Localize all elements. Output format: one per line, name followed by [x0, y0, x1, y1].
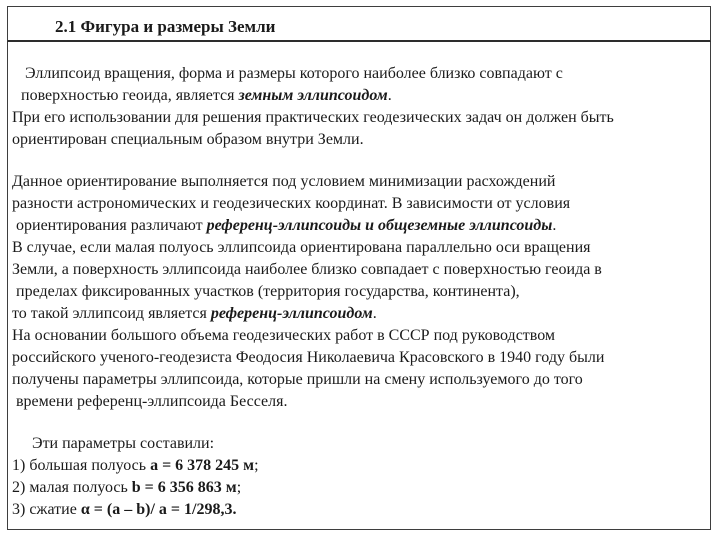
text: .	[387, 87, 392, 104]
text: Эллипсоид вращения, форма и размеры которого наиболее близко совпадают с	[25, 65, 563, 82]
paragraph-2-line-1	[12, 172, 555, 192]
page-title: 2.1 Фигура и размеры Земли	[55, 17, 276, 36]
text: Земли, а поверхность эллипсоида наиболее близко совпадает с поверхностью геоида в	[12, 261, 602, 278]
text: 2) малая полуось	[12, 479, 132, 496]
parameter-item-1	[12, 456, 259, 476]
parameter-item-2	[12, 478, 241, 498]
text: При его использовании для решения практических геодезических задач он должен быть	[12, 109, 614, 126]
text: времени референц-эллипсоида Бесселя.	[16, 393, 288, 410]
paragraph-2-line-8	[12, 326, 555, 346]
text: российского ученого-геодезиста Феодосия Николаевича Красовского в 1940 году были	[12, 349, 605, 366]
paragraph-1-line-1	[25, 64, 563, 84]
text: Эти параметры составили:	[32, 435, 215, 452]
text: В случае, если малая полуось эллипсоида ориентирована параллельно оси вращения	[12, 239, 591, 256]
paragraph-2-line-11	[16, 392, 287, 412]
text: ;	[236, 479, 242, 496]
paragraph-1-line-2	[21, 86, 392, 106]
paragraph-2-line-2	[12, 194, 570, 214]
paragraph-2-line-4	[12, 238, 591, 258]
semi-major-axis-value: а = 6 378 245 м	[150, 457, 255, 474]
semi-minor-axis-value: b = 6 356 863 м	[131, 479, 237, 496]
term-earth-ellipsoid: земным эллипсоидом	[238, 87, 388, 104]
text: ориентирован специальным образом внутри Земли.	[12, 131, 364, 148]
paragraph-2-line-7	[12, 304, 377, 324]
text: ;	[254, 457, 259, 474]
paragraph-1-line-3	[12, 108, 614, 128]
paragraph-1-line-4	[12, 130, 364, 150]
paragraph-2-line-3	[16, 216, 556, 236]
title-box	[7, 6, 711, 42]
paragraph-2-line-9	[12, 348, 604, 368]
alpha-symbol: α	[80, 501, 90, 518]
text: .	[552, 217, 557, 234]
text: поверхностью геоида, является	[21, 87, 239, 104]
text: .	[372, 305, 377, 322]
text: пределах фиксированных участков (территория государства, континента),	[16, 283, 520, 300]
text: Данное ориентирование выполняется под условием минимизации расхождений	[12, 173, 556, 190]
text: ориентирования различают	[16, 217, 207, 234]
text: 3) сжатие	[12, 501, 81, 518]
text: На основании большого объема геодезических работ в СССР под руководством	[12, 327, 556, 344]
flattening-value: = (a – b)/ a = 1/298,3.	[89, 501, 237, 518]
text: получены параметры эллипсоида, которые пришли на смену используемого до того	[12, 371, 583, 388]
parameter-item-3	[12, 500, 236, 520]
paragraph-2-line-5	[12, 260, 602, 280]
term-reference-ellipsoid: референц-эллипсоидом	[210, 305, 373, 322]
paragraph-2-line-10	[12, 370, 583, 390]
text: 1) большая полуось	[12, 457, 151, 474]
term-reference-ellipsoids: референц-эллипсоиды и общеземные эллипсоиды	[206, 217, 553, 234]
parameters-intro	[32, 434, 214, 454]
text: то такой эллипсоид является	[12, 305, 211, 322]
paragraph-2-line-6	[16, 282, 520, 302]
text: разности астрономических и геодезических координат. В зависимости от условия	[12, 195, 571, 212]
